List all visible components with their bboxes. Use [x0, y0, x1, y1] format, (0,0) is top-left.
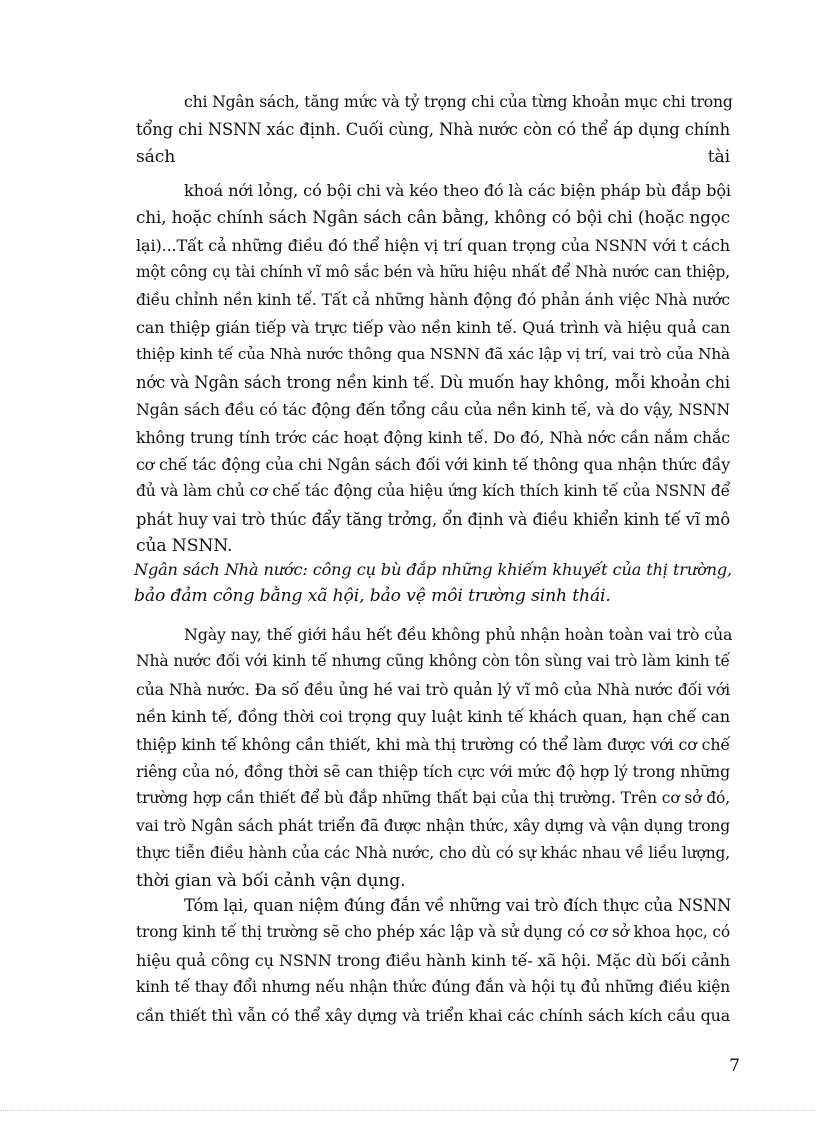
text-line: hiệu quả công cụ NSNN trong điều hành kinh tế- xã hội. Mặc dù bối cảnh: [136, 950, 730, 970]
text-line: chi Ngân sách, tăng mức và tỷ trọng chi của từng khoản mục chi trong: [184, 93, 733, 111]
text-line: thiệp kinh tế của Nhà nước thông qua NSNN đã xác lập vị trí, vai trò của Nhà: [136, 345, 730, 364]
text-line: nền kinh tế, đồng thời coi trọng quy luật kinh tế khách quan, hạn chế can: [136, 707, 730, 727]
paragraph-4: [136, 892, 730, 1029]
text-line: khoá nới lỏng, có bội chi và kéo theo đó là các biện pháp bù đắp bội: [184, 181, 731, 200]
text-line: một công cụ tài chính vĩ mô sắc bén và hữu hiệu nhất để Nhà nước can thiệp,: [136, 263, 730, 282]
text-line: Ngân sách Nhà nước: công cụ bù đắp những khiếm khuyết của thị trường,: [134, 560, 732, 579]
text-line: không trung tính trớc các hoạt động kinh tế. Do đó, Nhà nớc cần nắm chắc: [136, 427, 730, 447]
text-line: đủ và làm chủ cơ chế tác động của hiệu ứng kích thích kinh tế của NSNN để: [136, 482, 730, 501]
paragraph-3: [136, 621, 733, 895]
text-line: bảo đảm công bằng xã hội, bảo vệ môi trường sinh thái.: [134, 586, 611, 607]
text-line: tổng chi NSNN xác định. Cuối cùng, Nhà nước còn có thể áp dụng chính: [136, 120, 730, 140]
text-line: vai trò Ngân sách phát triển đã được nhận thức, xây dựng và vận dụng trong: [136, 816, 730, 835]
section-heading: [134, 556, 732, 611]
text-line: [136, 144, 730, 171]
text-line: Nhà nước đối với kinh tế nhưng cũng không còn tôn sùng vai trò làm kinh tế: [136, 652, 730, 671]
text-line: cơ chế tác động của chi Ngân sách đối với kinh tế thông qua nhận thức đầy: [136, 455, 730, 475]
text-line: can thiệp gián tiếp và trực tiếp vào nền kinh tế. Quá trình và hiệu quả can: [136, 318, 730, 338]
text-line: thực tiễn điều hành của các Nhà nước, cho dù có sự khác nhau về liều lượng,: [136, 844, 730, 863]
text-line: thiệp kinh tế không cần thiết, khi mà thị trường có thể làm được với cơ chế: [136, 734, 730, 754]
text-line: Ngày nay, thế giới hầu hết đều không phủ nhận hoàn toàn vai trò của: [184, 625, 733, 644]
text-line: cần thiết thì vẫn có thể xây dựng và triển khai các chính sách kích cầu qua: [136, 1005, 730, 1025]
text-line: chi, hoặc chính sách Ngân sách cân bằng, không có bội chi (hoặc ngọc: [136, 207, 730, 228]
text-line: nớc và Ngân sách trong nền kinh tế. Dù muốn hay không, mỗi khoản chi: [136, 372, 730, 392]
paragraph-1: [136, 89, 733, 171]
text-line: trường hợp cần thiết để bù đắp những thất bại của thị trường. Trên cơ sở đó,: [136, 789, 730, 808]
text-line: điều chỉnh nền kinh tế. Tất cả những hành động đó phản ánh việc Nhà nước: [136, 290, 730, 309]
text-fragment: tài: [707, 146, 730, 167]
page-number: 7: [729, 1056, 740, 1076]
text-fragment: sách: [136, 146, 176, 167]
text-line: của Nhà nước. Đa số đều ủng hé vai trò quản lý vĩ mô của Nhà nước đối với: [136, 679, 730, 699]
text-line: riêng của nó, đồng thời sẽ can thiệp tích cực với mức độ hợp lý trong những: [136, 762, 730, 782]
text-line: Tóm lại, quan niệm đúng đắn về những vai trò đích thực của NSNN: [184, 896, 732, 915]
text-line: Ngân sách đều có tác động đến tổng cầu của nền kinh tế, và do vậy, NSNN: [136, 400, 730, 420]
text-line: kinh tế thay đổi nhưng nếu nhận thức đúng đắn và hội tụ đủ những điều kiện: [136, 978, 730, 997]
text-line: thời gian và bối cảnh vận dụng.: [136, 870, 406, 891]
paragraph-2: [136, 177, 730, 561]
text-line: của NSNN.: [136, 536, 233, 557]
text-line: trong kinh tế thị trường sẽ cho phép xác lập và sử dụng có cơ sở khoa học, có: [136, 923, 730, 942]
text-line: lại)...Tất cả những điều đó thể hiện vị trí quan trọng của NSNN với t cách: [136, 235, 730, 255]
page-border-dotted: [0, 1110, 816, 1111]
text-line: phát huy vai trò thúc đẩy tăng trởng, ổn định và điều khiển kinh tế vĩ mô: [136, 509, 730, 529]
